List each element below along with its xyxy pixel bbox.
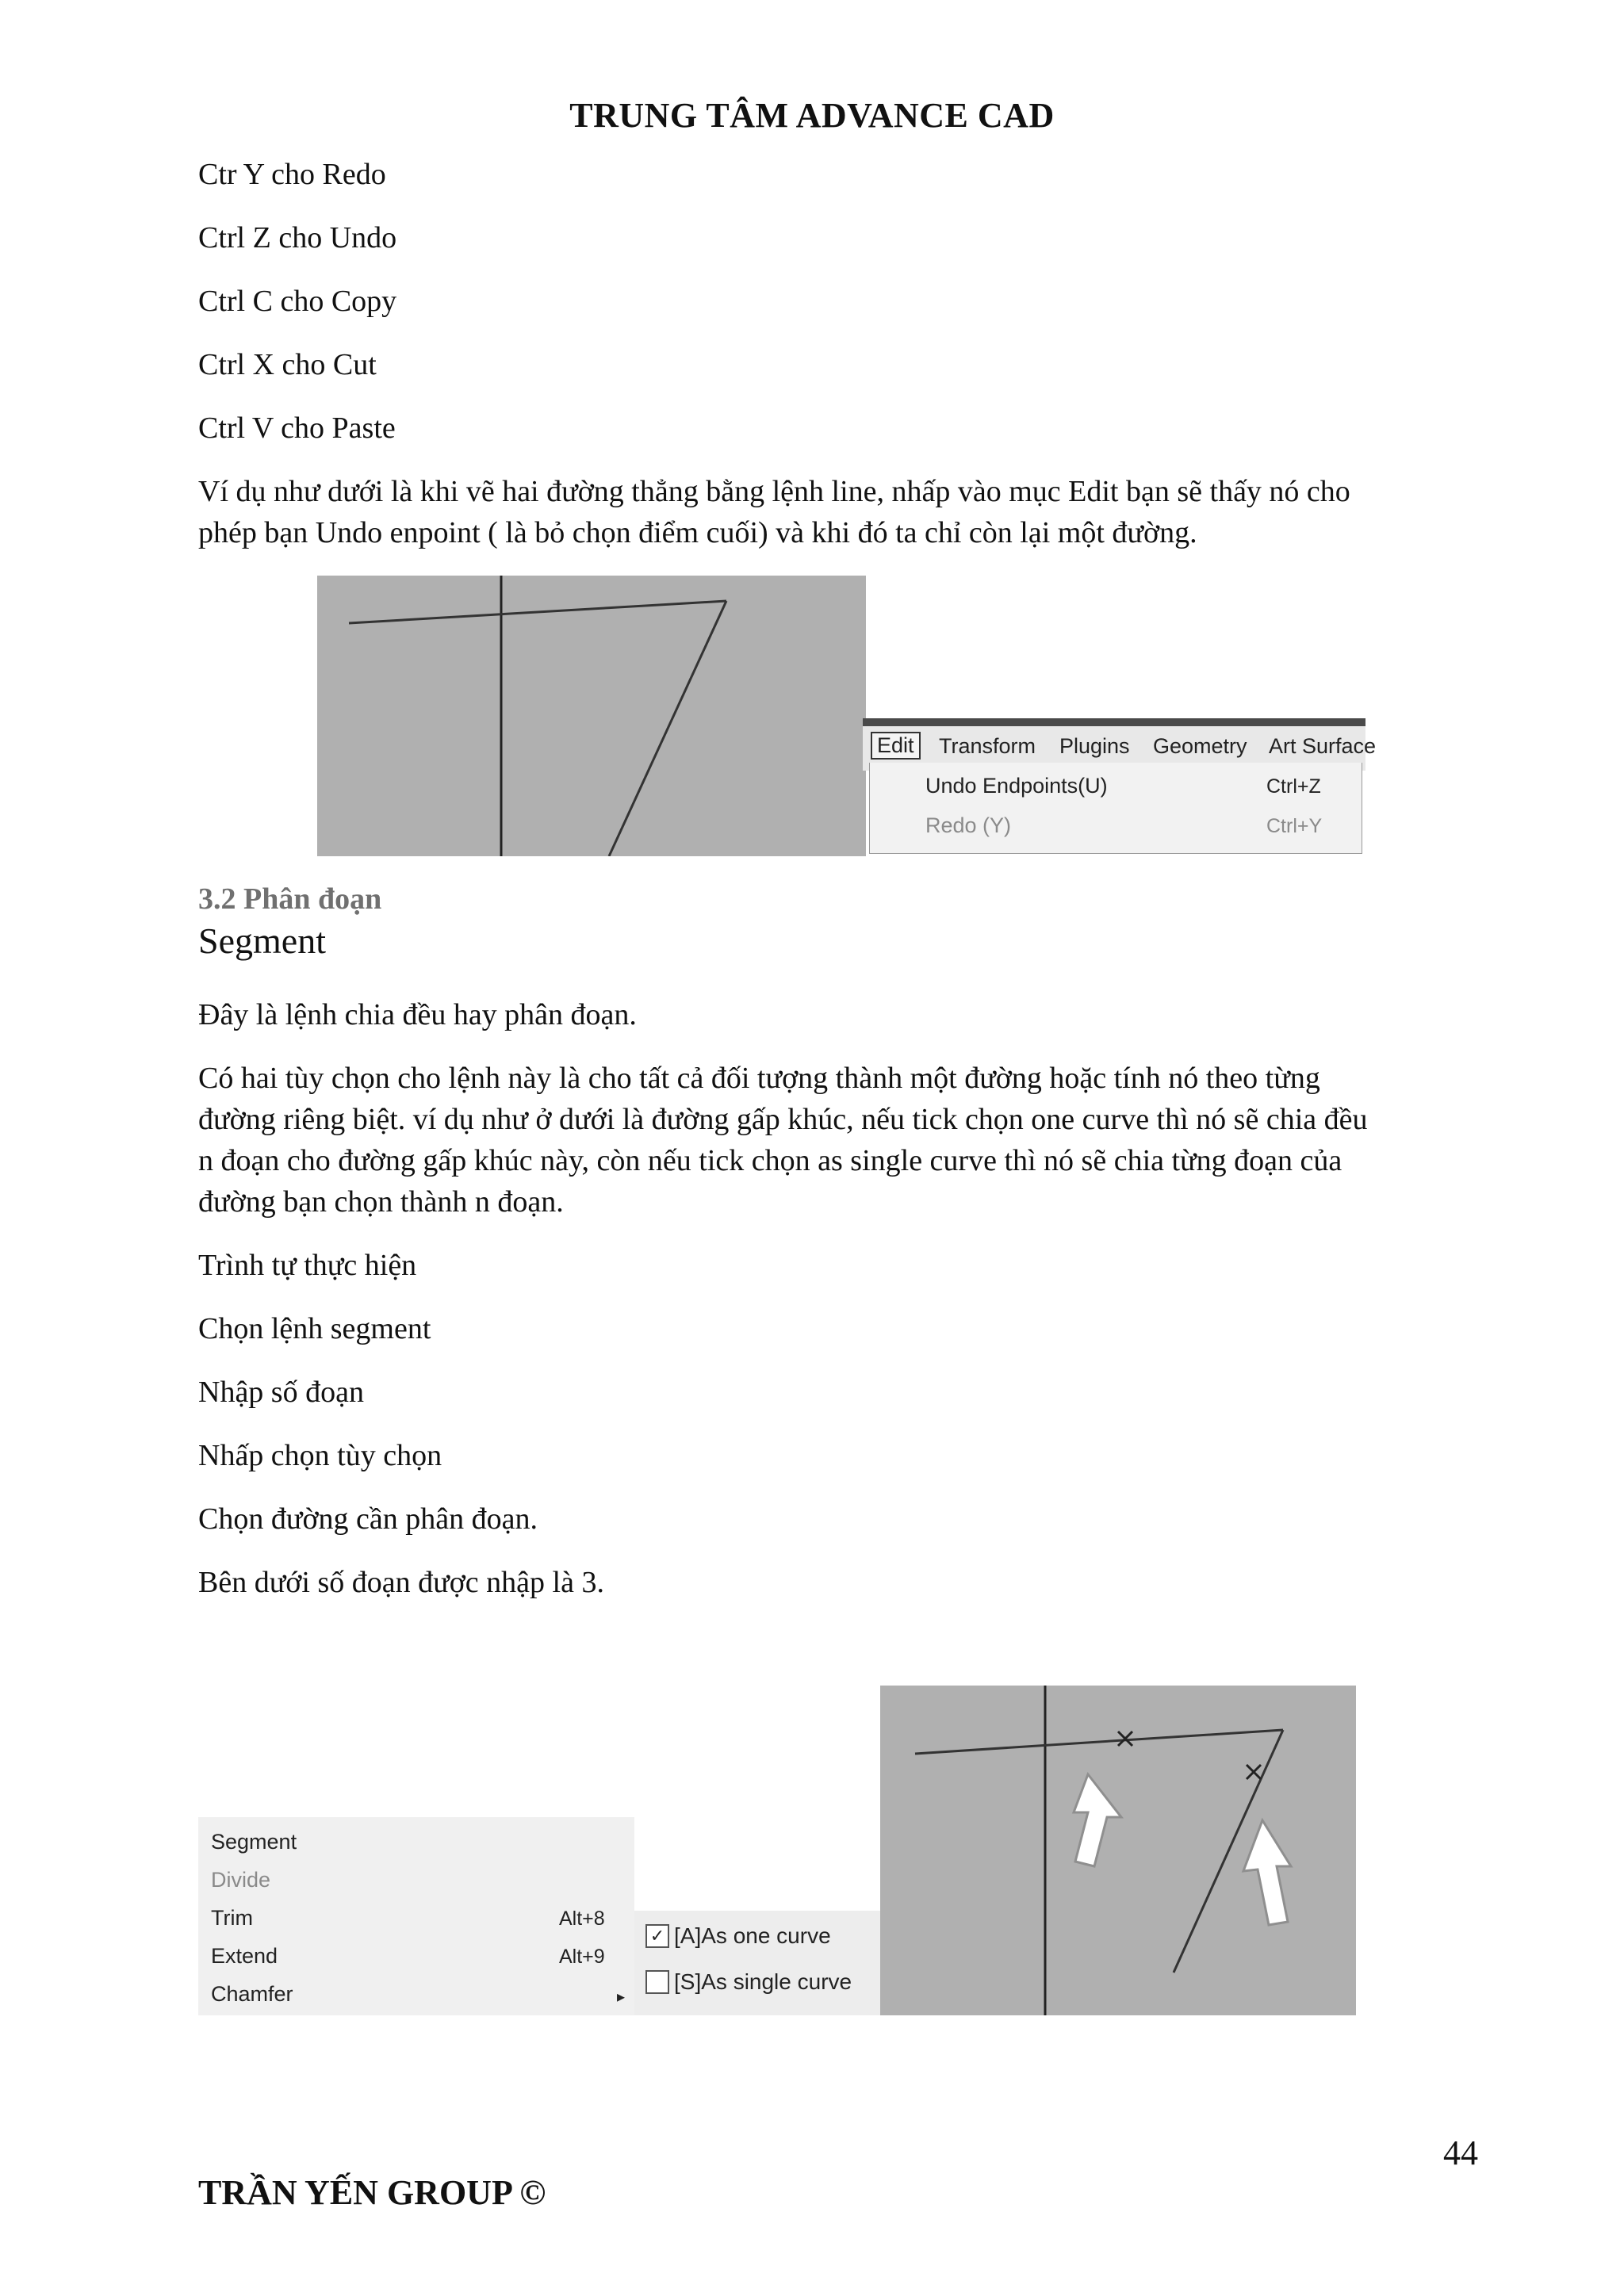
segment-point-marker-2	[1247, 1765, 1261, 1779]
step-2: Nhập số đoạn	[198, 1376, 364, 1409]
body-paragraph-2-line-2: đường riêng biệt. ví dụ như ở dưới là đường gấp khúc, nếu tick chọn one curve thì nó sẽ chia đều	[198, 1103, 1368, 1136]
body-paragraph-2-line-4: đường bạn chọn thành n đoạn.	[198, 1185, 564, 1219]
body-paragraph-1: Đây là lệnh chia đều hay phân đoạn.	[198, 998, 637, 1031]
menu-item-redo[interactable]: Redo (Y)	[925, 813, 1012, 837]
step-1: Chọn lệnh segment	[198, 1312, 431, 1345]
option-one-curve-label: [A]As one curve	[674, 1923, 831, 1948]
menu-geometry[interactable]: Geometry	[1153, 734, 1247, 758]
shortcut-ctrl-y: Ctrl+Y	[1266, 815, 1323, 837]
shortcut-paste: Ctrl V cho Paste	[198, 411, 396, 445]
step-3: Nhấp chọn tùy chọn	[198, 1439, 442, 1472]
shortcut-undo: Ctrl Z cho Undo	[198, 221, 397, 254]
menu-plugins[interactable]: Plugins	[1059, 734, 1130, 758]
menu-item-undo-endpoints[interactable]: Undo Endpoints(U)	[925, 774, 1108, 798]
white-arrow-icon-1	[1074, 1774, 1121, 1866]
shortcut-cut: Ctrl X cho Cut	[198, 348, 377, 381]
intro-line-2: phép bạn Undo enpoint ( là bỏ chọn điểm cuối) và khi đó ta chỉ còn lại một đường.	[198, 516, 1197, 549]
segment-options	[634, 1911, 880, 2015]
body-paragraph-2-line-1: Có hai tùy chọn cho lệnh này là cho tất cả đối tượng thành một đường hoặc tính nó theo từng	[198, 1062, 1320, 1095]
shortcut-ctrl-z: Ctrl+Z	[1266, 775, 1321, 798]
menu-item-divide[interactable]: Divide	[211, 1868, 271, 1892]
slanted-line	[609, 601, 726, 856]
cad-viewport-two-lines	[317, 576, 866, 856]
option-single-curve-label: [S]As single curve	[674, 1969, 852, 1994]
shortcut-alt-8: Alt+8	[559, 1908, 605, 1930]
viewport-drawing	[317, 576, 866, 856]
section-number: 3.2 Phân đoạn	[198, 882, 382, 916]
submenu-arrow-icon: ▸	[617, 1988, 626, 2006]
menu-edit[interactable]: Edit	[871, 732, 921, 760]
intro-line-1: Ví dụ như dưới là khi vẽ hai đường thẳng bằng lệnh line, nhấp vào mục Edit bạn sẽ thấy nó cho	[198, 475, 1350, 508]
segmented-drawing	[880, 1686, 1356, 2015]
shortcut-redo: Ctr Y cho Redo	[198, 158, 386, 191]
shortcut-alt-9: Alt+9	[559, 1946, 605, 1968]
curve-edit-menu	[198, 1817, 634, 2015]
menu-transform[interactable]: Transform	[939, 734, 1036, 758]
edit-dropdown	[869, 763, 1362, 854]
step-4: Chọn đường cần phân đoạn.	[198, 1502, 538, 1536]
footer-group: TRẦN YẾN GROUP ©	[198, 2173, 546, 2212]
page-number: 44	[1443, 2133, 1478, 2172]
menu-item-chamfer[interactable]: Chamfer	[211, 1982, 293, 2006]
checkbox-unchecked-icon[interactable]	[645, 1970, 669, 1994]
option-one-curve[interactable]	[645, 1923, 831, 1949]
white-arrow-icon-2	[1243, 1820, 1291, 1925]
page-header-title: TRUNG TÂM ADVANCE CAD	[569, 96, 1055, 135]
checkbox-checked-icon[interactable]: ✓	[645, 1924, 669, 1948]
option-single-curve[interactable]	[645, 1969, 852, 1995]
horizontal-line	[915, 1730, 1283, 1754]
body-paragraph-2-line-3: n đoạn cho đường gấp khúc này, còn nếu tick chọn as single curve thì nó sẽ chia từng đoạn của	[198, 1144, 1342, 1177]
menu-item-segment[interactable]: Segment	[211, 1830, 297, 1854]
menu-item-extend[interactable]: Extend	[211, 1944, 278, 1968]
horizontal-line	[349, 601, 726, 623]
cad-viewport-segmented	[880, 1686, 1356, 2015]
shortcut-copy: Ctrl C cho Copy	[198, 285, 397, 318]
step-heading: Trình tự thực hiện	[198, 1249, 417, 1282]
menu-item-trim[interactable]: Trim	[211, 1906, 253, 1930]
menu-art-surface[interactable]: Art Surface	[1269, 734, 1377, 758]
step-note: Bên dưới số đoạn được nhập là 3.	[198, 1566, 604, 1599]
section-title: Segment	[198, 920, 326, 961]
